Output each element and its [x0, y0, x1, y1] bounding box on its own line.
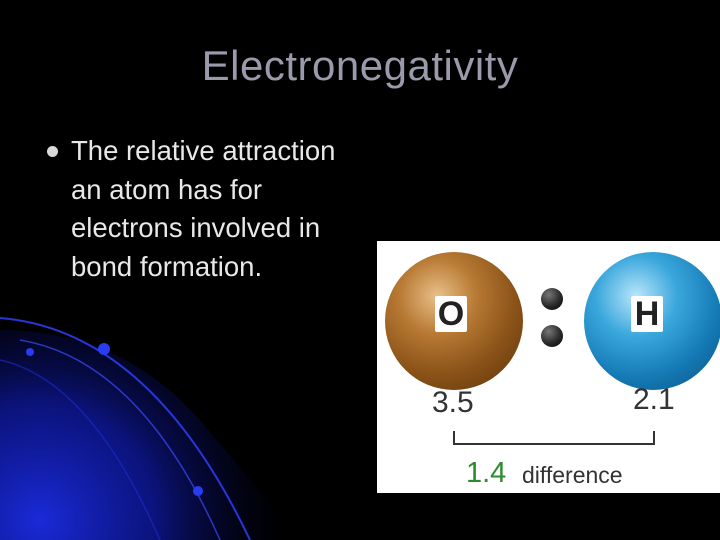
- electron-dot: [541, 325, 563, 347]
- oxygen-electronegativity: 3.5: [432, 386, 474, 419]
- hydrogen-symbol: H: [631, 296, 663, 332]
- bullet-icon: [47, 146, 58, 157]
- bullet-text: The relative attraction an atom has for electrons involved in bond formation.: [71, 135, 336, 282]
- difference-value: 1.4: [466, 457, 507, 489]
- bracket: [453, 443, 653, 445]
- electron-dot: [541, 288, 563, 310]
- difference-label: difference: [522, 462, 623, 488]
- oxygen-symbol: O: [435, 296, 467, 332]
- bracket-right: [653, 431, 655, 445]
- hydrogen-electronegativity: 2.1: [633, 383, 675, 416]
- electronegativity-figure: [377, 241, 720, 493]
- slide-title: Electronegativity: [201, 42, 519, 89]
